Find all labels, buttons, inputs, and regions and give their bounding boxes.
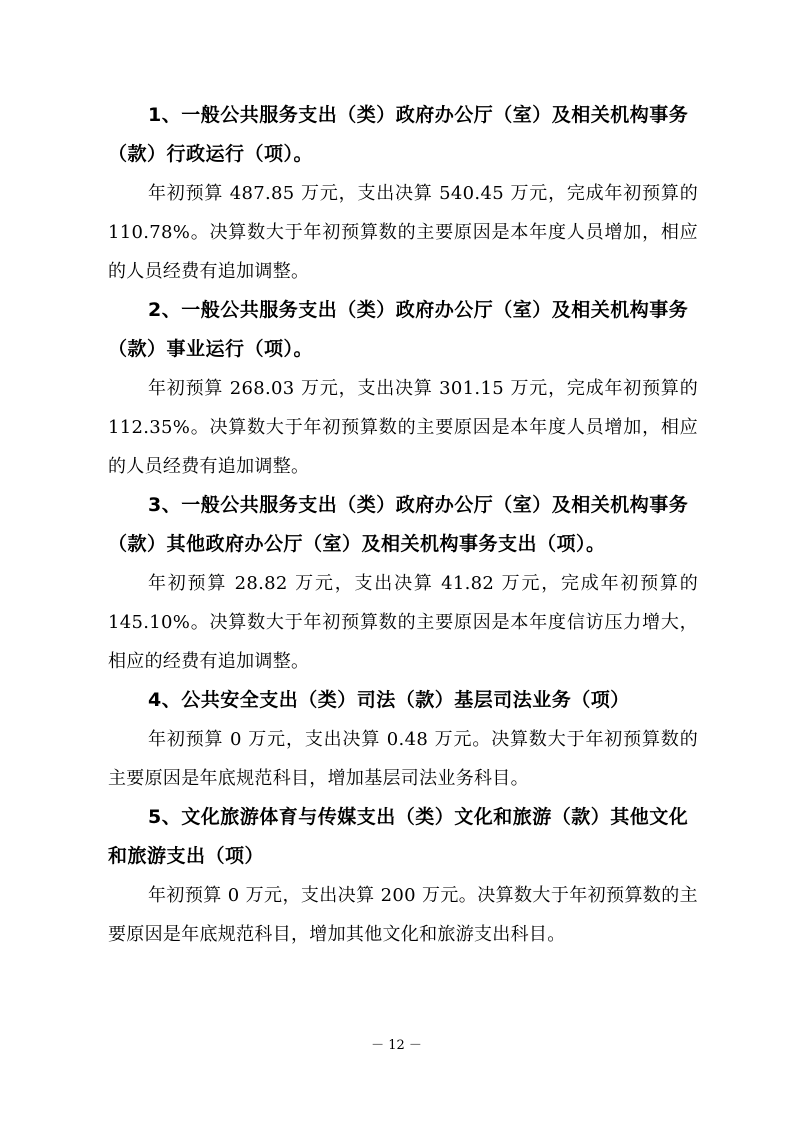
section-3-heading: 3、一般公共服务支出（类）政府办公厅（室）及相关机构事务（款）其他政府办公厅（室）及相关机构事务支出（项）。: [108, 494, 689, 555]
section-5-body: 年初预算 0 万元，支出决算 200 万元。决算数大于年初预算数的主要原因是年底规范科目，增加其他文化和旅游支出科目。: [108, 885, 698, 945]
section-5-heading: 5、文化旅游体育与传媒支出（类）文化和旅游（款）其他文化和旅游支出（项）: [108, 806, 689, 867]
section-2-heading: 2、一般公共服务支出（类）政府办公厅（室）及相关机构事务（款）事业运行（项）。: [108, 299, 689, 360]
page-number: － 12 －: [371, 1038, 422, 1053]
section-1-heading: 1、一般公共服务支出（类）政府办公厅（室）及相关机构事务（款）行政运行（项）。: [108, 104, 689, 165]
document-content: [108, 96, 698, 954]
section-3-body: 年初预算 28.82 万元，支出决算 41.82 万元，完成年初预算的 145.10%。决算数大于年初预算数的主要原因是本年度信访压力增大，相应的经费有追加调整。: [108, 573, 698, 672]
section-4-body: 年初预算 0 万元，支出决算 0.48 万元。决算数大于年初预算数的主要原因是年底规范科目，增加基层司法业务科目。: [108, 729, 698, 789]
section-4-heading: 4、公共安全支出（类）司法（款）基层司法业务（项）: [148, 689, 630, 711]
section-2-body: 年初预算 268.03 万元，支出决算 301.15 万元，完成年初预算的 112.35%。决算数大于年初预算数的主要原因是本年度人员增加，相应的人员经费有追加调整。: [108, 378, 698, 477]
section-1-body: 年初预算 487.85 万元，支出决算 540.45 万元，完成年初预算的 110.78%。决算数大于年初预算数的主要原因是本年度人员增加，相应的人员经费有追加调整。: [108, 183, 698, 282]
